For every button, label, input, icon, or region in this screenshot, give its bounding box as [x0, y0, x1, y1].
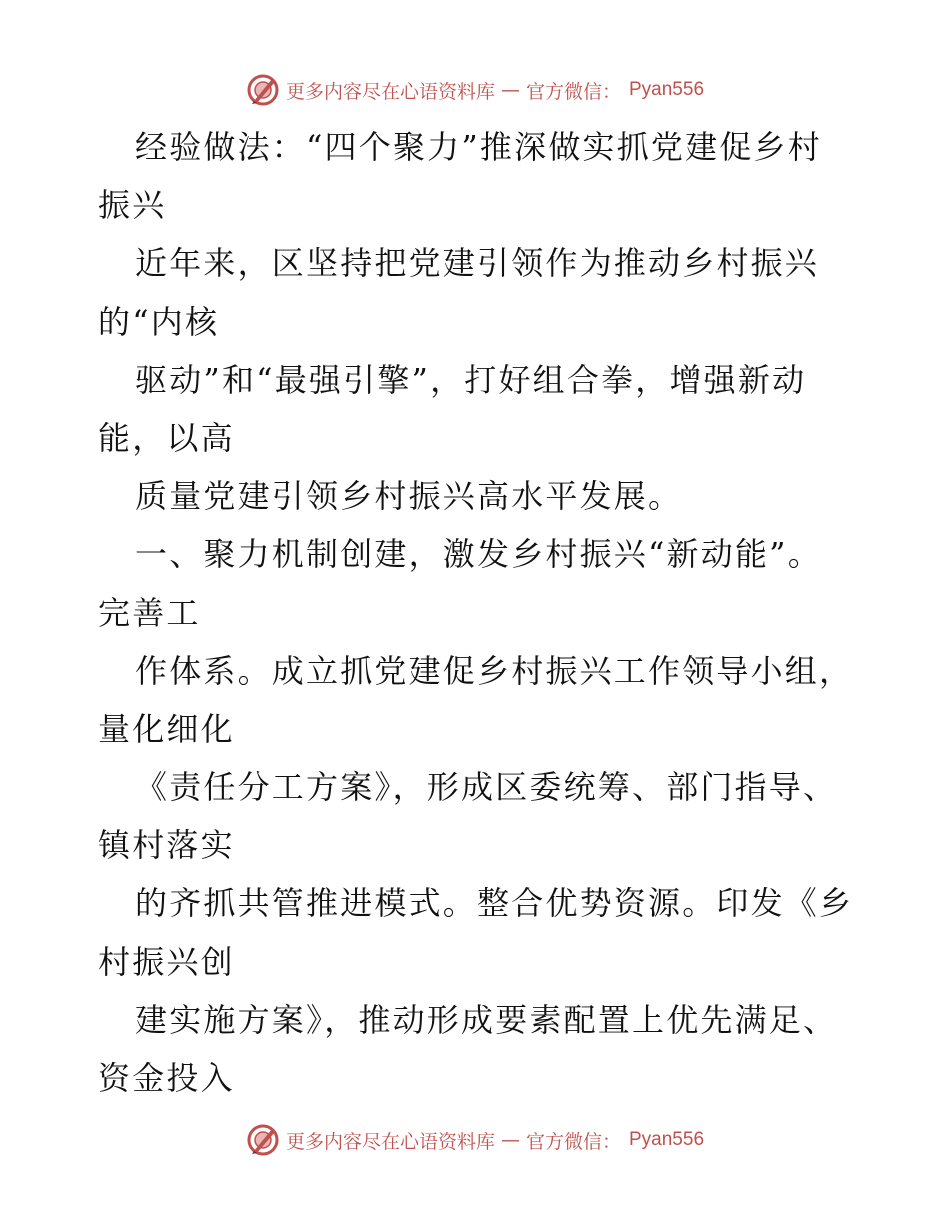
document-line: 量化细化: [98, 709, 235, 748]
document-line: 驱动”和“最强引擎”，打好组合拳，增强新动: [135, 360, 807, 399]
header-banner: [0, 70, 950, 110]
document-line: 能，以高: [98, 418, 235, 457]
banner-wechat-id: Pyan556: [629, 79, 705, 100]
document-line: 村振兴创: [98, 942, 235, 981]
document-line: 镇村落实: [98, 826, 235, 865]
document-line: 的“内核: [98, 302, 220, 341]
document-line: 经验做法：“四个聚力”推深做实抓党建促乡村: [135, 128, 822, 166]
banner-separator: —: [500, 1129, 520, 1151]
document-line: 资金投入: [98, 1059, 235, 1097]
banner-suffix: 官方微信：: [525, 80, 621, 103]
document-line: 一、聚力机制创建，激发乡村振兴“新动能”。: [135, 535, 822, 574]
document-line: 完善工: [98, 593, 201, 632]
document-line: 《责任分工方案》，形成区委统筹、部门指导、: [135, 768, 838, 807]
document-line: 的齐抓共管推进模式。整合优势资源。印发《乡: [135, 884, 854, 923]
document-line: 质量党建引领乡村振兴高水平发展。: [135, 477, 683, 516]
document-line: 作体系。成立抓党建促乡村振兴工作领导小组，: [135, 651, 854, 690]
document-body: [98, 118, 858, 1107]
banner-wechat-id: Pyan556: [629, 1129, 705, 1150]
document-line: 近年来，区坚持把党建引领作为推动乡村振兴: [135, 244, 820, 283]
document-line: 振兴: [98, 186, 167, 225]
banner-main-text: 更多内容尽在心语资料库: [285, 80, 495, 103]
banner-suffix: 官方微信：: [525, 1130, 621, 1153]
pen-circle-logo-icon: [246, 73, 280, 107]
document-line: 建实施方案》，推动形成要素配置上优先满足、: [135, 1000, 838, 1039]
footer-banner: [0, 1120, 950, 1160]
banner-main-text: 更多内容尽在心语资料库: [285, 1130, 495, 1153]
banner-separator: —: [500, 79, 520, 101]
pen-circle-logo-icon: [246, 1123, 280, 1157]
